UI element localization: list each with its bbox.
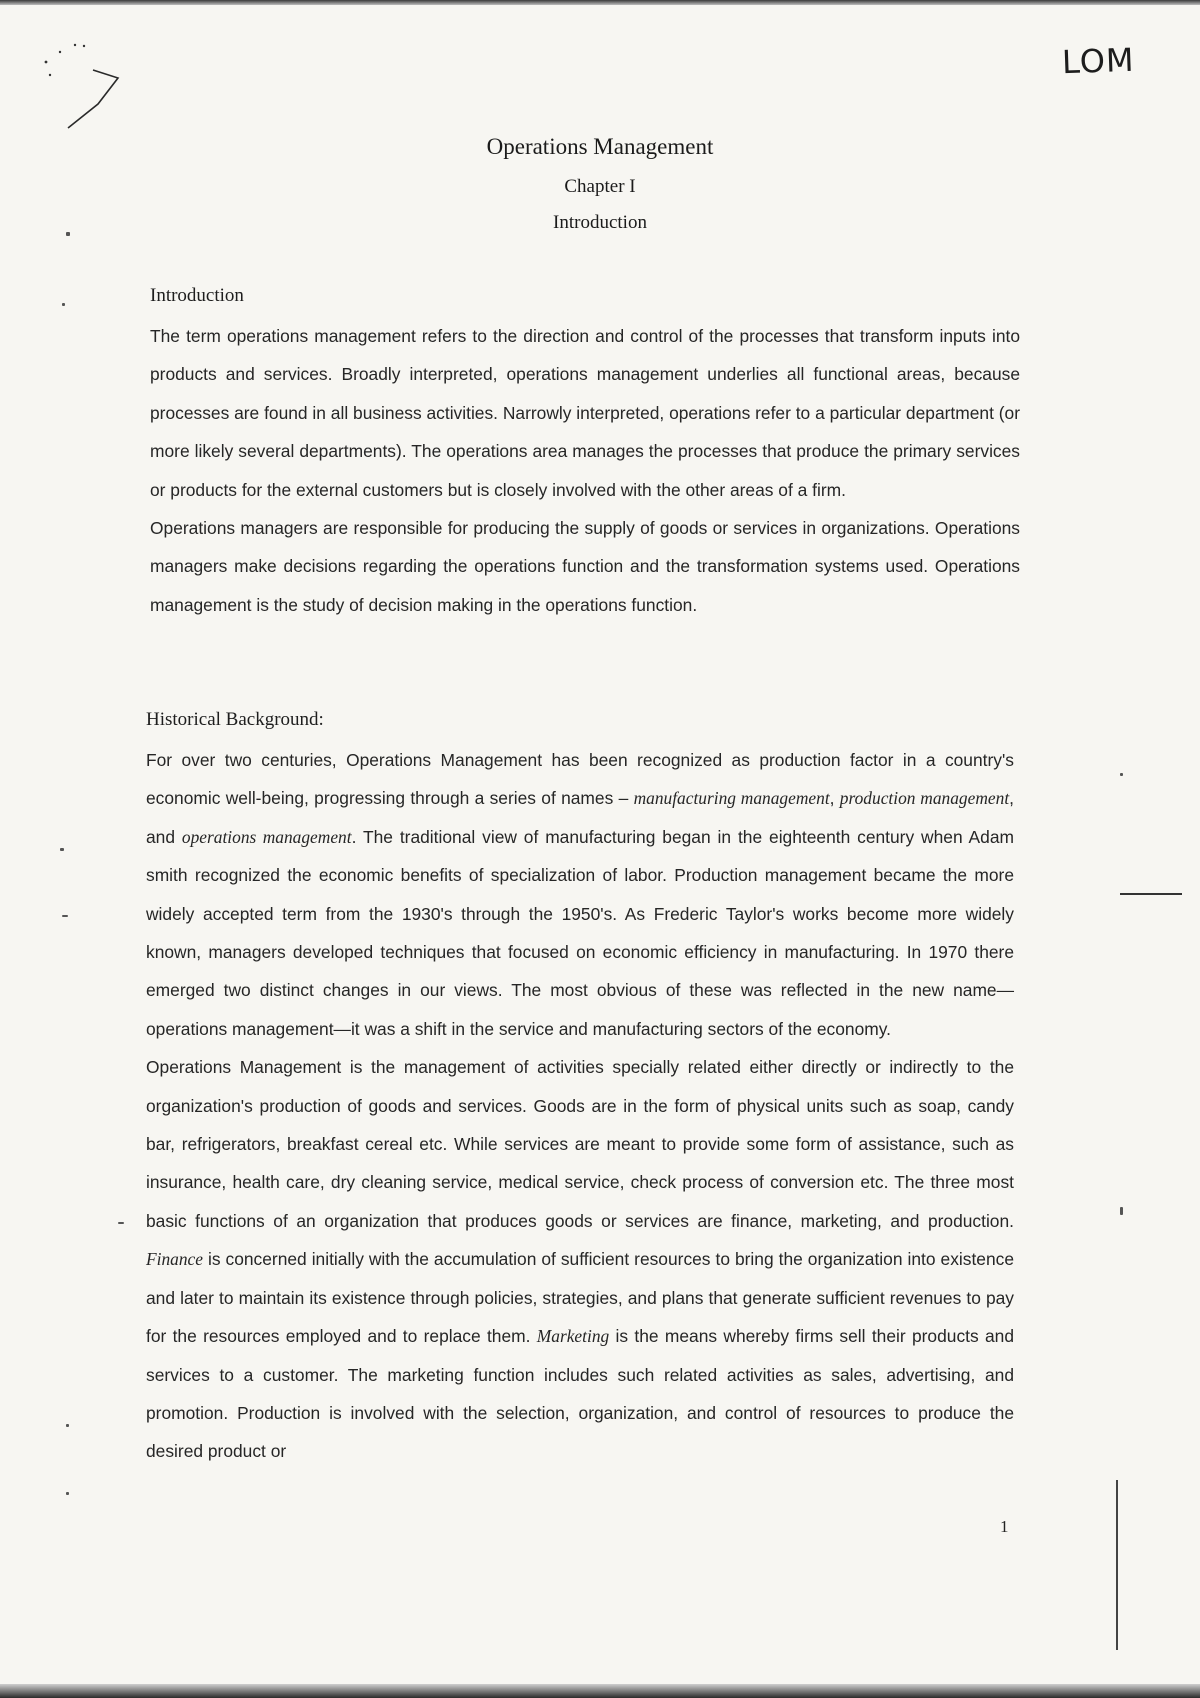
scan-speck (62, 915, 68, 917)
italic-term: manufacturing management (633, 788, 830, 809)
paragraph (146, 1048, 1014, 1470)
italic-term: Finance (146, 1249, 203, 1270)
chapter-label: Chapter I (564, 176, 636, 197)
page-number: 1 (1000, 1517, 1009, 1536)
pen-scribble-mark (38, 40, 138, 140)
paragraph-text: is concerned initially with the accumulation of sufficient resources to bring the organization into existence and later to maintain its existence through policies, strategies, and plans that generate sufficient revenues to pay for the resources employed and to replace them. (146, 1249, 1014, 1347)
scan-speck (66, 232, 70, 236)
document-title: Operations Management (486, 134, 714, 159)
section-heading: Introduction (150, 285, 244, 306)
paragraph-text: Operations Management is the management of activities specially related either directly or indirectly to the organization's production of goods and services. Goods are in the form of physical units such as soap, candy bar, refrigerators, breakfast cereal etc. While services are meant to provide some form of assistance, such as insurance, health care, dry cleaning service, medical service, check process of conversion etc. The three most basic functions of an organization that produces goods or services are finance, marketing, and production. (146, 1057, 1014, 1231)
section-historical-background (146, 707, 1014, 1471)
paragraph-text: , and (146, 788, 1014, 847)
paragraph: The term operations management refers to the direction and control of the processes that transform inputs into products and services. Broadly interpreted, operations management underlies all functional areas, because processes are found in all business activities. Narrowly interpreted, operations refer to a particular department (or more likely several departments). The operations area manages the processes that produce the primary services or products for the external customers but is closely involved with the other areas of a firm. (150, 326, 1020, 500)
margin-rule (1120, 893, 1182, 895)
scan-speck (66, 1424, 69, 1427)
section-introduction (150, 283, 1020, 624)
paragraph: Operations managers are responsible for producing the supply of goods or services in organizations. Operations managers make decisions regarding the operations function and the transformation systems used. Operations management is the study of decision making in the operations function. (150, 518, 1020, 615)
scan-speck (66, 1492, 69, 1495)
section-heading: Historical Background: (146, 709, 324, 730)
scan-speck (62, 303, 65, 306)
chapter-subtitle: Introduction (553, 212, 647, 233)
scan-speck (60, 848, 64, 851)
paragraph-text: , (829, 788, 840, 809)
handwritten-note: LOM (1061, 40, 1136, 82)
italic-term: operations management (181, 826, 352, 847)
italic-term: production management (839, 788, 1010, 809)
scan-speck (1120, 773, 1123, 776)
paragraph-text: is the means whereby firms sell their products and services to a customer. The marketing function includes such related activities as sales, advertising, and promotion. Production is involved with the selection, organization, and control of resources to produce the desired product or (146, 1326, 1014, 1462)
scan-edge-line (1116, 1480, 1118, 1650)
scan-bottom-edge (0, 1684, 1200, 1698)
document-heading (0, 132, 1200, 236)
paragraph-text: For over two centuries, Operations Management has been recognized as production factor in a country's economic well-being, progressing through a series of names – (146, 750, 1014, 809)
scan-speck (118, 1222, 124, 1224)
paragraph-text: . The traditional view of manufacturing began in the eighteenth century when Adam smith recognized the economic benefits of specialization of labor. Production management became the more widely accepted term from the 1930's through the 1950's. As Frederic Taylor's works become more widely known, managers developed techniques that focused on economic efficiency in manufacturing. In 1970 there emerged two distinct changes in our views. The most obvious of these was reflected in the new name—operations management—it was a shift in the service and manufacturing sectors of the economy. (146, 826, 1014, 1039)
scan-speck (1120, 1207, 1123, 1215)
paragraph (146, 741, 1014, 1048)
scan-top-edge (0, 0, 1200, 5)
italic-term: Marketing (536, 1326, 610, 1347)
